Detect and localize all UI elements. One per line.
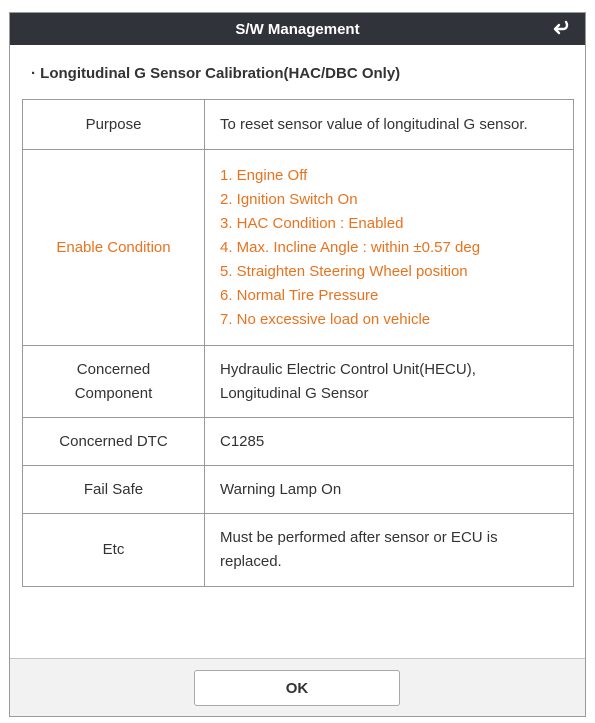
label-line: Concerned xyxy=(76,360,151,378)
table-row-purpose xyxy=(23,100,574,150)
table-row-concerned-dtc xyxy=(23,418,574,466)
table-row-concerned-component xyxy=(23,346,574,418)
value-line: Longitudinal G Sensor xyxy=(220,384,369,402)
sw-management-dialog xyxy=(9,12,586,717)
label-line: Component xyxy=(74,384,153,402)
fail-safe-label: Fail Safe xyxy=(23,466,205,514)
fail-safe-value: Warning Lamp On xyxy=(205,466,574,514)
concerned-dtc-label: Concerned DTC xyxy=(23,418,205,466)
value-line: Must be performed after sensor or ECU is xyxy=(220,529,498,546)
dialog-footer xyxy=(10,658,585,716)
ok-button[interactable]: OK xyxy=(194,670,400,706)
table-row-etc xyxy=(23,514,574,587)
value-line: Hydraulic Electric Control Unit(HECU), xyxy=(220,360,476,378)
condition-item: 7. No excessive load on vehicle xyxy=(220,310,431,328)
section-title: · Longitudinal G Sensor Calibration(HAC/DBC Only) xyxy=(31,65,401,82)
condition-item: 3. HAC Condition : Enabled xyxy=(220,214,404,232)
purpose-label: Purpose xyxy=(23,100,205,150)
info-table xyxy=(22,99,574,587)
window-title: S/W Management xyxy=(235,20,360,38)
enable-condition-list xyxy=(205,150,574,346)
table-row-enable-condition xyxy=(23,150,574,346)
enable-condition-label: Enable Condition xyxy=(23,150,205,346)
etc-label: Etc xyxy=(23,514,205,587)
concerned-component-value xyxy=(205,346,574,418)
table-row-fail-safe xyxy=(23,466,574,514)
value-line: replaced. xyxy=(220,553,282,570)
return-arrow-icon[interactable] xyxy=(551,19,571,39)
condition-item: 4. Max. Incline Angle : within ±0.57 deg xyxy=(220,238,481,256)
condition-item: 5. Straighten Steering Wheel position xyxy=(220,262,468,280)
etc-value xyxy=(205,514,574,587)
condition-item: 1. Engine Off xyxy=(220,166,308,184)
concerned-component-label xyxy=(23,346,205,418)
condition-item: 2. Ignition Switch On xyxy=(220,190,358,208)
purpose-value: To reset sensor value of longitudinal G sensor. xyxy=(205,100,574,150)
concerned-dtc-value: C1285 xyxy=(205,418,574,466)
condition-item: 6. Normal Tire Pressure xyxy=(220,286,379,304)
title-bar xyxy=(10,13,585,45)
